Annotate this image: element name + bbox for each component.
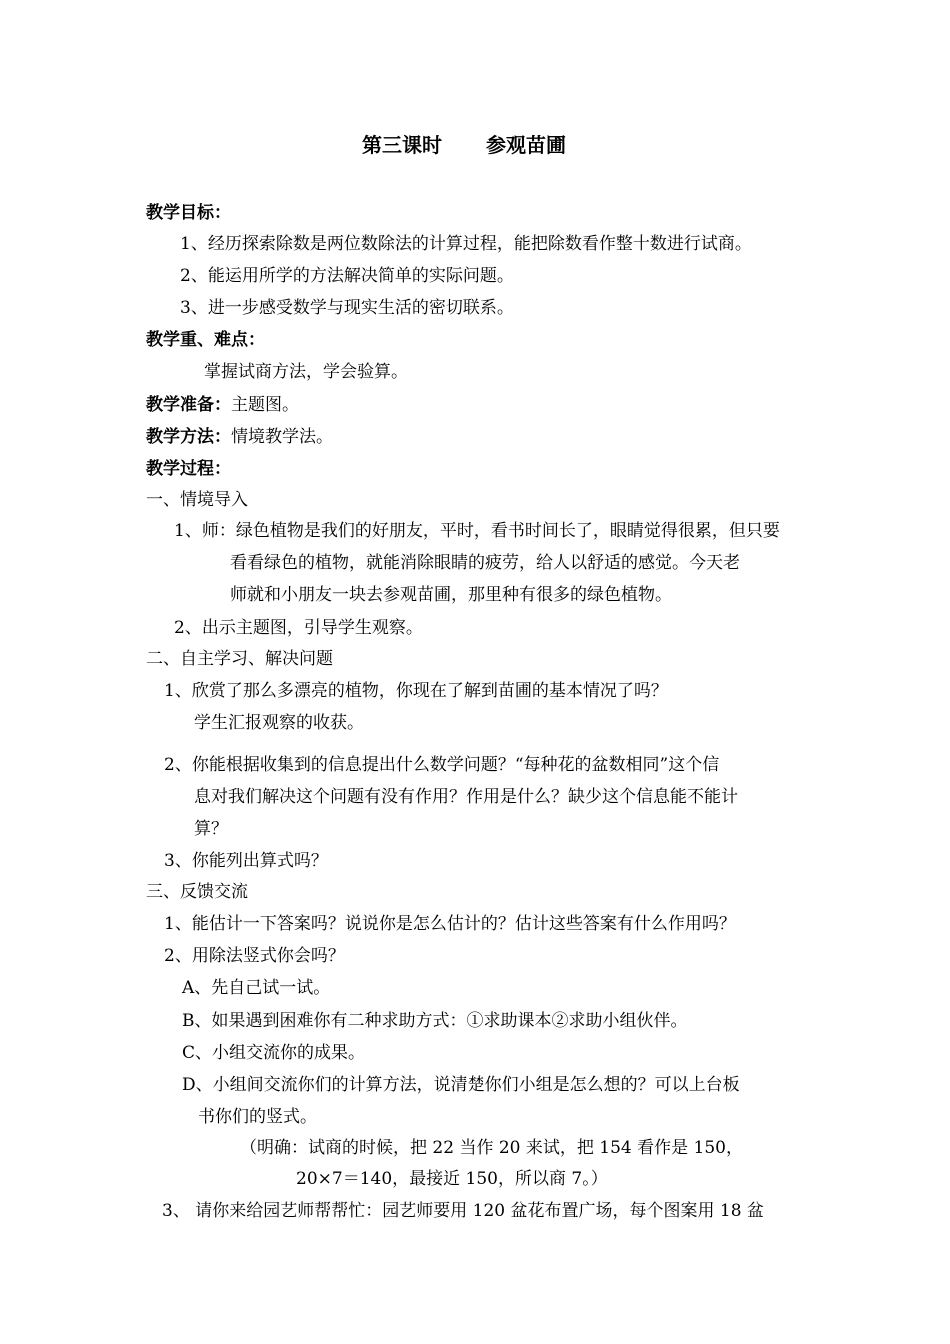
s2-item-2-line-3: 算？ xyxy=(194,819,228,839)
s3-sub-b: B、如果遇到困难你有二种求助方式：①求助课本②求助小组伙伴。 xyxy=(182,1011,688,1031)
s3-sub-c: C、小组交流你的成果。 xyxy=(182,1043,366,1063)
section-3-title: 三、反馈交流 xyxy=(146,882,248,902)
method-heading: 教学方法： xyxy=(146,427,231,447)
goal-item-2: 2、能运用所学的方法解决简单的实际问题。 xyxy=(180,266,514,286)
prep-heading: 教学准备： xyxy=(146,395,231,415)
s3-sub-a: A、先自己试一试。 xyxy=(182,978,331,998)
prep-line xyxy=(146,394,299,416)
method-line xyxy=(146,426,333,448)
s1-item-1-line-2: 看看绿色的植物，就能消除眼睛的疲劳，给人以舒适的感觉。今天老 xyxy=(230,553,740,573)
key-text: 掌握试商方法，学会验算。 xyxy=(204,362,408,382)
goal-item-3: 3、进一步感受数学与现实生活的密切联系。 xyxy=(180,298,514,318)
prep-text: 主题图。 xyxy=(231,395,299,415)
s1-item-2: 2、出示主题图，引导学生观察。 xyxy=(174,618,423,638)
section-2-title: 二、自主学习、解决问题 xyxy=(146,649,333,669)
goals-heading: 教学目标： xyxy=(146,203,231,223)
s3-item-3: 3、 请你来给园艺师帮帮忙：园艺师要用 120 盆花布置广场，每个图案用 18 盆 xyxy=(162,1201,764,1221)
s3-sub-d-line-1: D、小组间交流你们的计算方法，说清楚你们小组是怎么想的？可以上台板 xyxy=(182,1075,740,1095)
title-topic: 参观苗圃 xyxy=(486,133,566,157)
s2-item-3: 3、你能列出算式吗？ xyxy=(164,851,328,871)
page-title xyxy=(362,134,566,156)
s1-item-1-line-3: 师就和小朋友一块去参观苗圃，那里种有很多的绿色植物。 xyxy=(230,585,672,605)
s1-item-1-line-1: 1、师：绿色植物是我们的好朋友，平时，看书时间长了，眼睛觉得很累，但只要 xyxy=(174,521,780,541)
process-heading: 教学过程： xyxy=(146,459,231,479)
s3-item-1: 1、能估计一下答案吗？说说你是怎么估计的？估计这些答案有什么作用吗？ xyxy=(164,914,736,934)
title-lesson: 第三课时 xyxy=(362,133,442,157)
s2-item-1-sub: 学生汇报观察的收获。 xyxy=(194,713,364,733)
method-text: 情境教学法。 xyxy=(231,427,333,447)
s3-item-2: 2、用除法竖式你会吗？ xyxy=(164,946,345,966)
key-heading: 教学重、难点： xyxy=(146,330,265,350)
s3-note-line-1: （明确：试商的时候，把 22 当作 20 来试，把 154 看作是 150， xyxy=(240,1138,743,1158)
goal-item-1: 1、经历探索除数是两位数除法的计算过程，能把除数看作整十数进行试商。 xyxy=(180,234,752,254)
section-1-title: 一、情境导入 xyxy=(146,490,248,510)
s2-item-2-line-1: 2、你能根据收集到的信息提出什么数学问题？“每种花的盆数相同”这个信 xyxy=(164,755,720,775)
s2-item-2-line-2: 息对我们解决这个问题有没有作用？作用是什么？缺少这个信息能不能计 xyxy=(194,787,738,807)
s3-sub-d-line-2: 书你们的竖式。 xyxy=(198,1107,317,1127)
s3-note-line-2: 20×7＝140，最接近 150，所以商 7。） xyxy=(296,1169,608,1189)
s2-item-1: 1、欣赏了那么多漂亮的植物，你现在了解到苗圃的基本情况了吗？ xyxy=(164,681,668,701)
